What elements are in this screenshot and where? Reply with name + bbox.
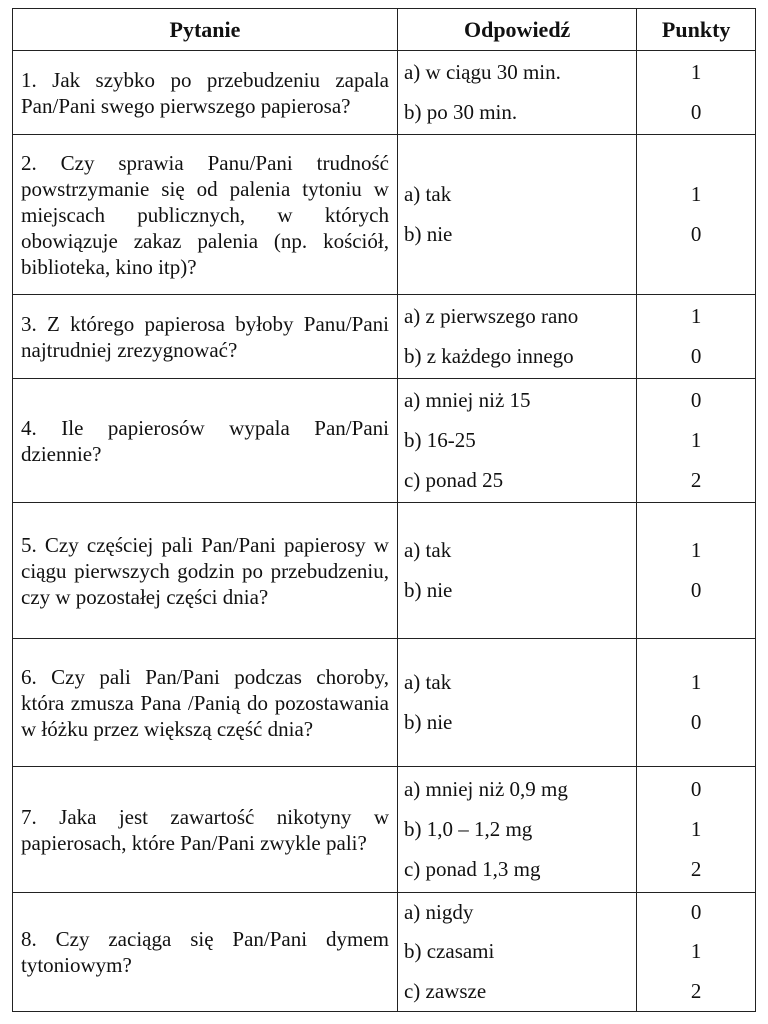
answer-cell <box>398 639 637 766</box>
answer-option: b) nie <box>403 710 453 734</box>
answer-option: a) w ciągu 30 min. <box>403 60 561 84</box>
answer-option: a) tak <box>403 670 452 694</box>
answer-cell <box>398 893 637 1011</box>
answer-cell <box>398 503 637 638</box>
points-value: 0 <box>690 710 702 734</box>
table-row <box>13 379 755 503</box>
points-cell <box>637 295 755 378</box>
answer-option: a) z pierwszego rano <box>403 304 579 328</box>
points-value: 0 <box>690 222 702 246</box>
answer-option: b) po 30 min. <box>403 100 518 124</box>
answer-option: b) czasami <box>403 939 495 964</box>
question-cell: 6. Czy pali Pan/Pani podczas choroby, która zmusza Pana /Panią do pozostawania w łóżku przez większą część dnia? <box>13 639 398 766</box>
table-row <box>13 135 755 295</box>
points-value: 1 <box>690 60 702 84</box>
table-row <box>13 767 755 893</box>
question-cell: 7. Jaka jest zawartość nikotyny w papierosach, które Pan/Pani zwykle pali? <box>13 767 398 892</box>
points-cell <box>637 639 755 766</box>
question-cell: 3. Z którego papierosa byłoby Panu/Pani najtrudniej zrezygnować? <box>13 295 398 378</box>
table-row <box>13 503 755 639</box>
points-value: 0 <box>690 900 702 925</box>
question-cell: 1. Jak szybko po przebudzeniu zapala Pan/Pani swego pierwszego papierosa? <box>13 51 398 134</box>
points-value: 2 <box>690 468 702 492</box>
points-value: 1 <box>690 182 702 206</box>
question-cell: 4. Ile papierosów wypala Pan/Pani dziennie? <box>13 379 398 502</box>
answer-option: b) z każdego innego <box>403 344 574 368</box>
fagerstrom-table <box>12 8 756 1012</box>
points-value: 1 <box>690 304 702 328</box>
answer-option: b) 16-25 <box>403 428 476 452</box>
points-value: 1 <box>690 939 702 964</box>
table-row <box>13 51 755 135</box>
points-value: 1 <box>690 428 702 452</box>
answer-option: b) nie <box>403 222 453 246</box>
answer-option: b) 1,0 – 1,2 mg <box>403 817 533 841</box>
answer-option: c) ponad 1,3 mg <box>403 857 541 881</box>
answer-cell <box>398 295 637 378</box>
points-value: 1 <box>690 670 702 694</box>
answer-option: b) nie <box>403 578 453 602</box>
answer-cell <box>398 51 637 134</box>
points-cell <box>637 893 755 1011</box>
points-cell <box>637 379 755 502</box>
points-value: 0 <box>690 100 702 124</box>
header-points: Punkty <box>661 16 731 42</box>
header-question: Pytanie <box>13 9 398 50</box>
header-answer: Odpowiedź <box>398 9 637 50</box>
points-cell <box>637 135 755 294</box>
points-value: 1 <box>690 817 702 841</box>
question-cell: 2. Czy sprawia Panu/Pani trudność powstrzymanie się od palenia tytoniu w miejscach publicznych, w których obowiązuje zakaz palenia (np. kościół, biblioteka, kino itp)? <box>13 135 398 294</box>
answer-option: a) mniej niż 15 <box>403 388 531 412</box>
table-row <box>13 295 755 379</box>
points-cell <box>637 51 755 134</box>
question-cell: 8. Czy zaciąga się Pan/Pani dymem tytoniowym? <box>13 893 398 1011</box>
table-header <box>13 9 755 51</box>
points-value: 0 <box>690 388 702 412</box>
points-value: 0 <box>690 344 702 368</box>
points-cell <box>637 503 755 638</box>
answer-option: a) tak <box>403 182 452 206</box>
points-value: 1 <box>690 538 702 562</box>
points-cell <box>637 767 755 892</box>
points-value: 0 <box>690 777 702 801</box>
answer-option: c) zawsze <box>403 978 487 1003</box>
answer-cell <box>398 767 637 892</box>
answer-cell <box>398 379 637 502</box>
table-row <box>13 893 755 1011</box>
points-value: 2 <box>690 978 702 1003</box>
points-value: 0 <box>690 578 702 602</box>
answer-option: a) tak <box>403 538 452 562</box>
table-row <box>13 639 755 767</box>
question-cell: 5. Czy częściej pali Pan/Pani papierosy w ciągu pierwszych godzin po przebudzeniu, czy w pozostałej części dnia? <box>13 503 398 638</box>
points-value: 2 <box>690 857 702 881</box>
answer-option: a) nigdy <box>403 900 474 925</box>
answer-option: a) mniej niż 0,9 mg <box>403 777 568 801</box>
answer-cell <box>398 135 637 294</box>
answer-option: c) ponad 25 <box>403 468 504 492</box>
